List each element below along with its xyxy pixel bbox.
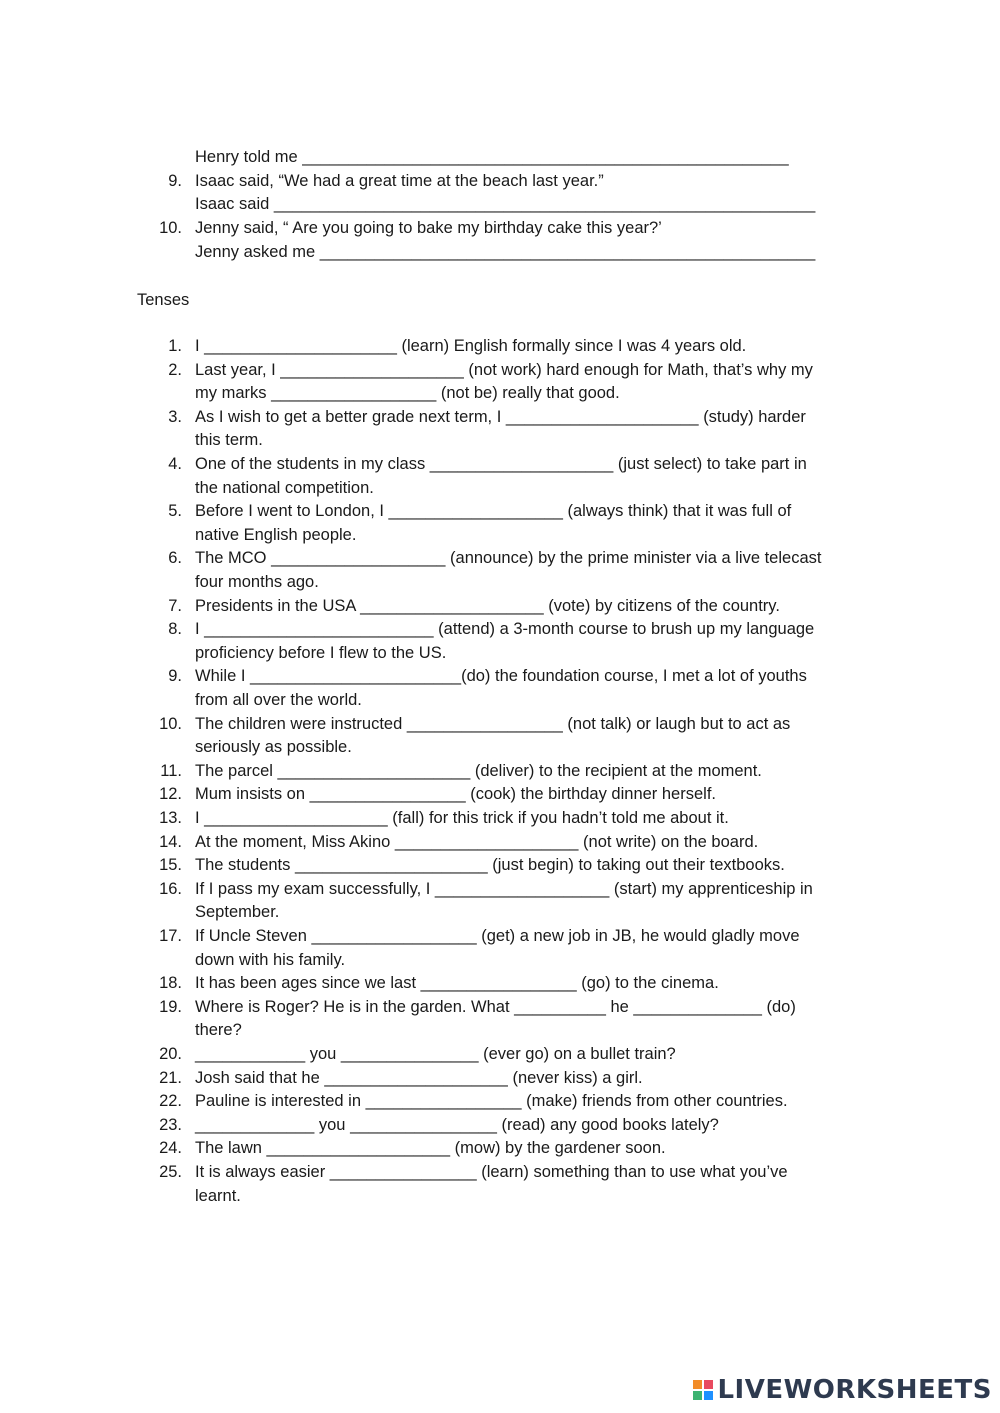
question-line: down with his family. bbox=[195, 950, 346, 969]
question-line: The MCO ___________________ (announce) by the prime minister via a live telecast bbox=[195, 549, 822, 568]
question-line: September. bbox=[195, 903, 280, 922]
question-line: Where is Roger? He is in the garden. What __________ he ______________ (do) bbox=[195, 997, 796, 1016]
item-number: 20. bbox=[159, 1045, 182, 1063]
question-line: this term. bbox=[195, 431, 263, 450]
item-number: 18. bbox=[159, 974, 182, 993]
item-number: 22. bbox=[159, 1092, 182, 1111]
item-number: 17. bbox=[159, 927, 182, 945]
item-number: 24. bbox=[159, 1139, 182, 1158]
question-line: I _____________________ (learn) English formally since I was 4 years old. bbox=[195, 337, 747, 355]
question-line: Presidents in the USA ____________________ (vote) by citizens of the country. bbox=[195, 596, 780, 615]
question-line: If Uncle Steven __________________ (get) a new job in JB, he would gladly move bbox=[195, 927, 800, 945]
question-line: Jenny asked me ______________________________________________________ bbox=[195, 242, 816, 261]
item-number: 10. bbox=[159, 219, 182, 238]
question-line: Josh said that he ____________________ (never kiss) a girl. bbox=[195, 1068, 643, 1087]
question-line: Jenny said, “ Are you going to bake my birthday cake this year?’ bbox=[195, 219, 662, 238]
question-line: Mum insists on _________________ (cook) the birthday dinner herself. bbox=[195, 785, 716, 804]
question-line: ____________ you _______________ (ever go) on a bullet train? bbox=[195, 1045, 676, 1063]
question-line: I _________________________ (attend) a 3-month course to brush up my language bbox=[195, 620, 815, 639]
question-line: As I wish to get a better grade next term, I _____________________ (study) harder bbox=[195, 407, 806, 426]
question-line: _____________ you ________________ (read) any good books lately? bbox=[195, 1115, 719, 1134]
question-line: proficiency before I flew to the US. bbox=[195, 643, 447, 662]
question-line: The students _____________________ (just begin) to taking out their textbooks. bbox=[195, 856, 785, 875]
question-line: The parcel _____________________ (deliver) to the recipient at the moment. bbox=[195, 761, 762, 780]
question-line: my marks __________________ (not be) really that good. bbox=[195, 384, 620, 403]
item-number: 3. bbox=[168, 407, 182, 426]
tenses-heading: Tenses bbox=[137, 291, 190, 309]
question-line: four months ago. bbox=[195, 573, 319, 591]
item-number: 7. bbox=[168, 596, 182, 615]
item-number: 14. bbox=[159, 832, 182, 851]
question-line: Isaac said ___________________________________________________________ bbox=[195, 195, 816, 214]
item-number: 10. bbox=[159, 714, 182, 733]
question-line: It is always easier ________________ (learn) something than to use what you’ve bbox=[195, 1163, 788, 1181]
item-number: 13. bbox=[159, 809, 182, 827]
question-line: If I pass my exam successfully, I ___________________ (start) my apprenticeship in bbox=[195, 879, 813, 898]
item-number: 16. bbox=[159, 879, 182, 898]
item-number: 25. bbox=[159, 1163, 182, 1181]
item-number: 19. bbox=[159, 997, 182, 1016]
question-line: native English people. bbox=[195, 525, 357, 544]
item-number: 6. bbox=[168, 549, 182, 568]
item-number: 1. bbox=[168, 337, 182, 355]
question-line: At the moment, Miss Akino ____________________ (not write) on the board. bbox=[195, 832, 759, 851]
item-number: 23. bbox=[159, 1115, 182, 1134]
question-line: The children were instructed _________________ (not talk) or laugh but to act as bbox=[195, 714, 791, 733]
question-line: It has been ages since we last _________________ (go) to the cinema. bbox=[195, 974, 719, 993]
question-line: the national competition. bbox=[195, 478, 374, 497]
item-number: 5. bbox=[168, 502, 182, 521]
question-line: While I _______________________(do) the foundation course, I met a lot of youths bbox=[195, 667, 807, 686]
question-line: there? bbox=[195, 1021, 242, 1040]
item-number: 15. bbox=[159, 856, 182, 875]
item-number: 2. bbox=[168, 360, 182, 379]
item-number: 21. bbox=[159, 1068, 182, 1087]
question-line: Henry told me _____________________________________________________ bbox=[195, 148, 789, 166]
item-number: 9. bbox=[168, 667, 182, 686]
liveworksheets-logo[interactable] bbox=[693, 1375, 992, 1405]
question-line: learnt. bbox=[195, 1186, 241, 1205]
question-line: Pauline is interested in _________________ (make) friends from other countries. bbox=[195, 1092, 788, 1111]
question-line: I ____________________ (fall) for this trick if you hadn’t told me about it. bbox=[195, 809, 729, 827]
liveworksheets-logo-icon bbox=[693, 1380, 713, 1400]
question-line: One of the students in my class ____________________ (just select) to take part in bbox=[195, 455, 807, 473]
question-line: The lawn ____________________ (mow) by the gardener soon. bbox=[195, 1139, 666, 1158]
item-number: 8. bbox=[168, 620, 182, 639]
logo-text: LIVEWORKSHEETS bbox=[717, 1375, 992, 1405]
item-number: 9. bbox=[168, 171, 182, 190]
question-line: Last year, I ____________________ (not work) hard enough for Math, that’s why my bbox=[195, 360, 813, 379]
question-line: Before I went to London, I ___________________ (always think) that it was full of bbox=[195, 502, 792, 521]
question-line: Isaac said, “We had a great time at the beach last year.” bbox=[195, 171, 604, 190]
question-line: from all over the world. bbox=[195, 691, 362, 709]
item-number: 4. bbox=[168, 455, 182, 473]
question-line: seriously as possible. bbox=[195, 738, 352, 757]
item-number: 12. bbox=[159, 785, 182, 804]
item-number: 11. bbox=[160, 761, 182, 780]
